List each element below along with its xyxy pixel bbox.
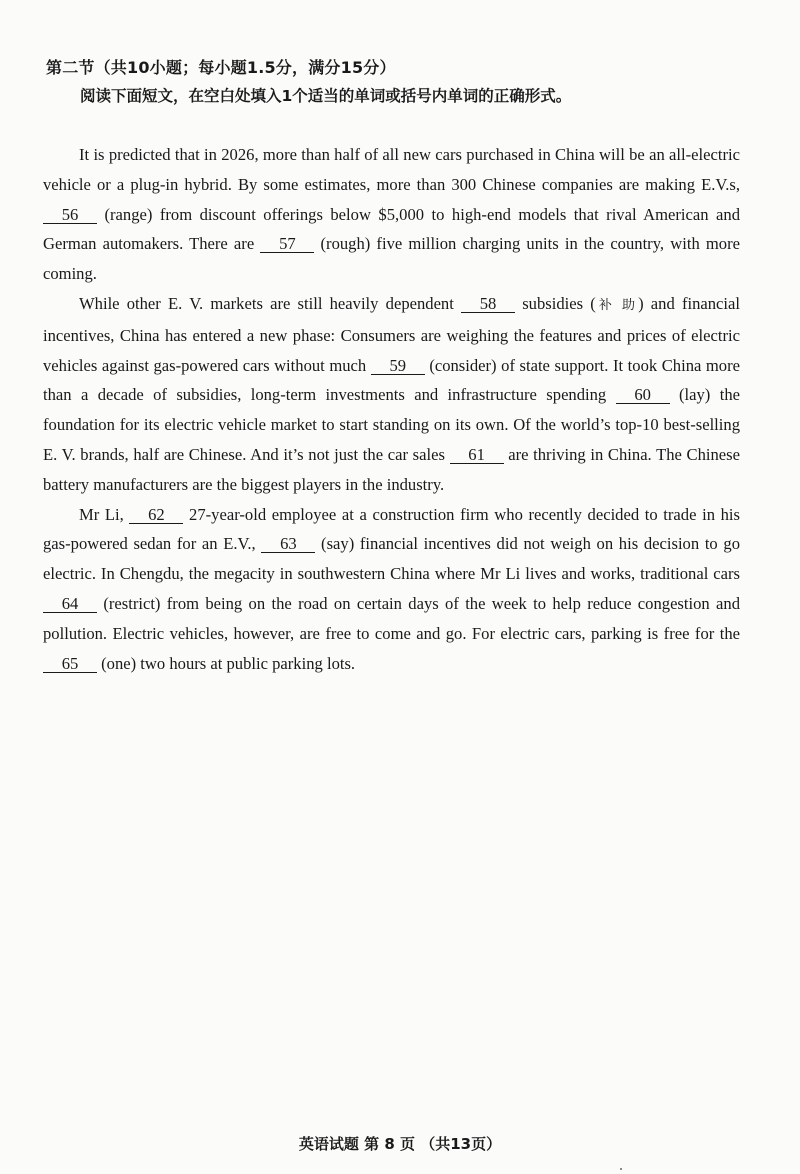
text-segment: (one) two hours at public parking lots. <box>97 653 356 673</box>
text-segment: Mr Li, <box>79 504 130 524</box>
paragraph-2 <box>43 289 740 500</box>
text-segment: It is predicted that in 2026, more than half of all new cars purchased in China will be an all-electric vehicle or a plug-in hybrid. By some estimates, more than 300 Chinese companies are making E.V.s, <box>43 145 740 194</box>
cloze-passage <box>43 140 740 678</box>
page-footer: 英语试题 第 8 页 （共13页） <box>298 1135 502 1153</box>
blank-57: 57 <box>260 235 314 253</box>
text-segment: subsidies ( <box>515 293 596 313</box>
text-segment: (lay) the foundation for its electric vehicle market to start standing on its own. Of the world’s top-10 best-selling E. V. brands, half are Chinese. And it’s not just the car sales <box>43 385 740 464</box>
blank-59: 59 <box>371 357 425 375</box>
section-title: 第二节（共10小题；每小题1.5分，满分15分） <box>46 58 396 77</box>
paragraph-3 <box>43 500 740 679</box>
blank-64: 64 <box>43 595 97 613</box>
blank-58: 58 <box>461 295 515 313</box>
text-segment: are thriving in China. The Chinese battery manufacturers are the biggest players in the industry. <box>43 444 740 494</box>
blank-63: 63 <box>261 535 315 553</box>
text-segment: While other E. V. markets are still heavily dependent <box>79 293 462 313</box>
paragraph-1 <box>43 140 740 289</box>
text-segment: (range) from discount offerings below $5,000 to high-end models that rival American and German automakers. There are <box>43 204 740 254</box>
instruction-text: 阅读下面短文，在空白处填入1个适当的单词或括号内单词的正确形式。 <box>80 87 572 105</box>
text-segment: (say) financial incentives did not weigh on his decision to go electric. In Chengdu, the megacity in southwestern China where Mr Li lives and works, traditional cars <box>43 534 740 584</box>
scan-speck <box>620 1168 622 1170</box>
blank-61: 61 <box>450 446 504 464</box>
text-segment: (restrict) from being on the road on certain days of the week to help reduce congestion and pollution. Electric vehicles, however, are free to come and go. For electric cars, parking is free for the <box>43 593 740 643</box>
text-segment: ) and financial incentives, China has entered a new phase: Consumers are weighing the features and prices of electric vehicles against gas-powered cars without much <box>43 293 741 375</box>
text-segment: (rough) five million charging units in the country, with more coming. <box>43 234 740 284</box>
chinese-gloss: 补 助 <box>595 297 639 313</box>
text-segment: 27-year-old employee at a construction firm who recently decided to trade in his gas-powered sedan for an E.V., <box>43 504 740 554</box>
blank-60: 60 <box>616 386 670 404</box>
blank-62: 62 <box>129 506 183 524</box>
blank-65: 65 <box>43 655 97 673</box>
text-segment: (consider) of state support. It took China more than a decade of subsidies, long-term investments and infrastructure spending <box>43 355 740 405</box>
blank-56: 56 <box>43 206 97 224</box>
